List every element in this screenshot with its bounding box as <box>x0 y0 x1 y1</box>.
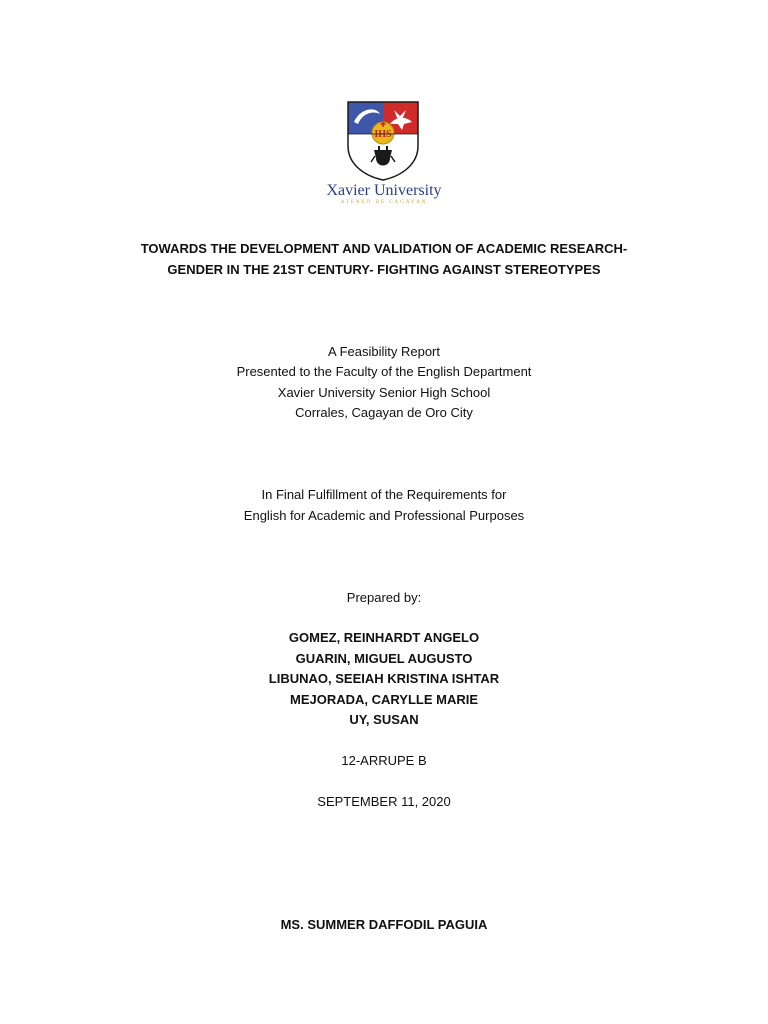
university-logo <box>326 98 450 210</box>
author-name: GOMEZ, REINHARDT ANGELO <box>288 630 480 645</box>
report-location: Corrales, Cagayan de Oro City <box>295 405 473 420</box>
logo-university-name: Xavier University <box>326 182 442 199</box>
author-name: LIBUNAO, SEEIAH KRISTINA ISHTAR <box>268 671 500 686</box>
logo-motto: ATENEO DE CAGAYAN <box>340 200 428 205</box>
report-school: Xavier University Senior High School <box>277 385 491 400</box>
title-line-1: TOWARDS THE DEVELOPMENT AND VALIDATION OF ACADEMIC RESEARCH- <box>140 241 628 256</box>
university-crest-icon <box>346 100 420 182</box>
author-name: GUARIN, MIGUEL AUGUSTO <box>295 651 473 666</box>
adviser-name: MS. SUMMER DAFFODIL PAGUIA <box>280 917 488 932</box>
author-name: UY, SUSAN <box>349 712 419 727</box>
report-type: A Feasibility Report <box>328 344 440 359</box>
submission-date: SEPTEMBER 11, 2020 <box>317 794 451 809</box>
svg-text:IHS: IHS <box>374 129 392 140</box>
title-line-2: GENDER IN THE 21ST CENTURY- FIGHTING AGAINST STEREOTYPES <box>167 262 601 277</box>
prepared-by-label: Prepared by: <box>346 590 422 605</box>
fulfillment-line-2: English for Academic and Professional Purposes <box>243 508 525 523</box>
author-name: MEJORADA, CARYLLE MARIE <box>289 692 479 707</box>
fulfillment-line-1: In Final Fulfillment of the Requirements for <box>261 487 507 502</box>
report-presented-to: Presented to the Faculty of the English Department <box>236 364 532 379</box>
class-section: 12-ARRUPE B <box>341 753 427 768</box>
